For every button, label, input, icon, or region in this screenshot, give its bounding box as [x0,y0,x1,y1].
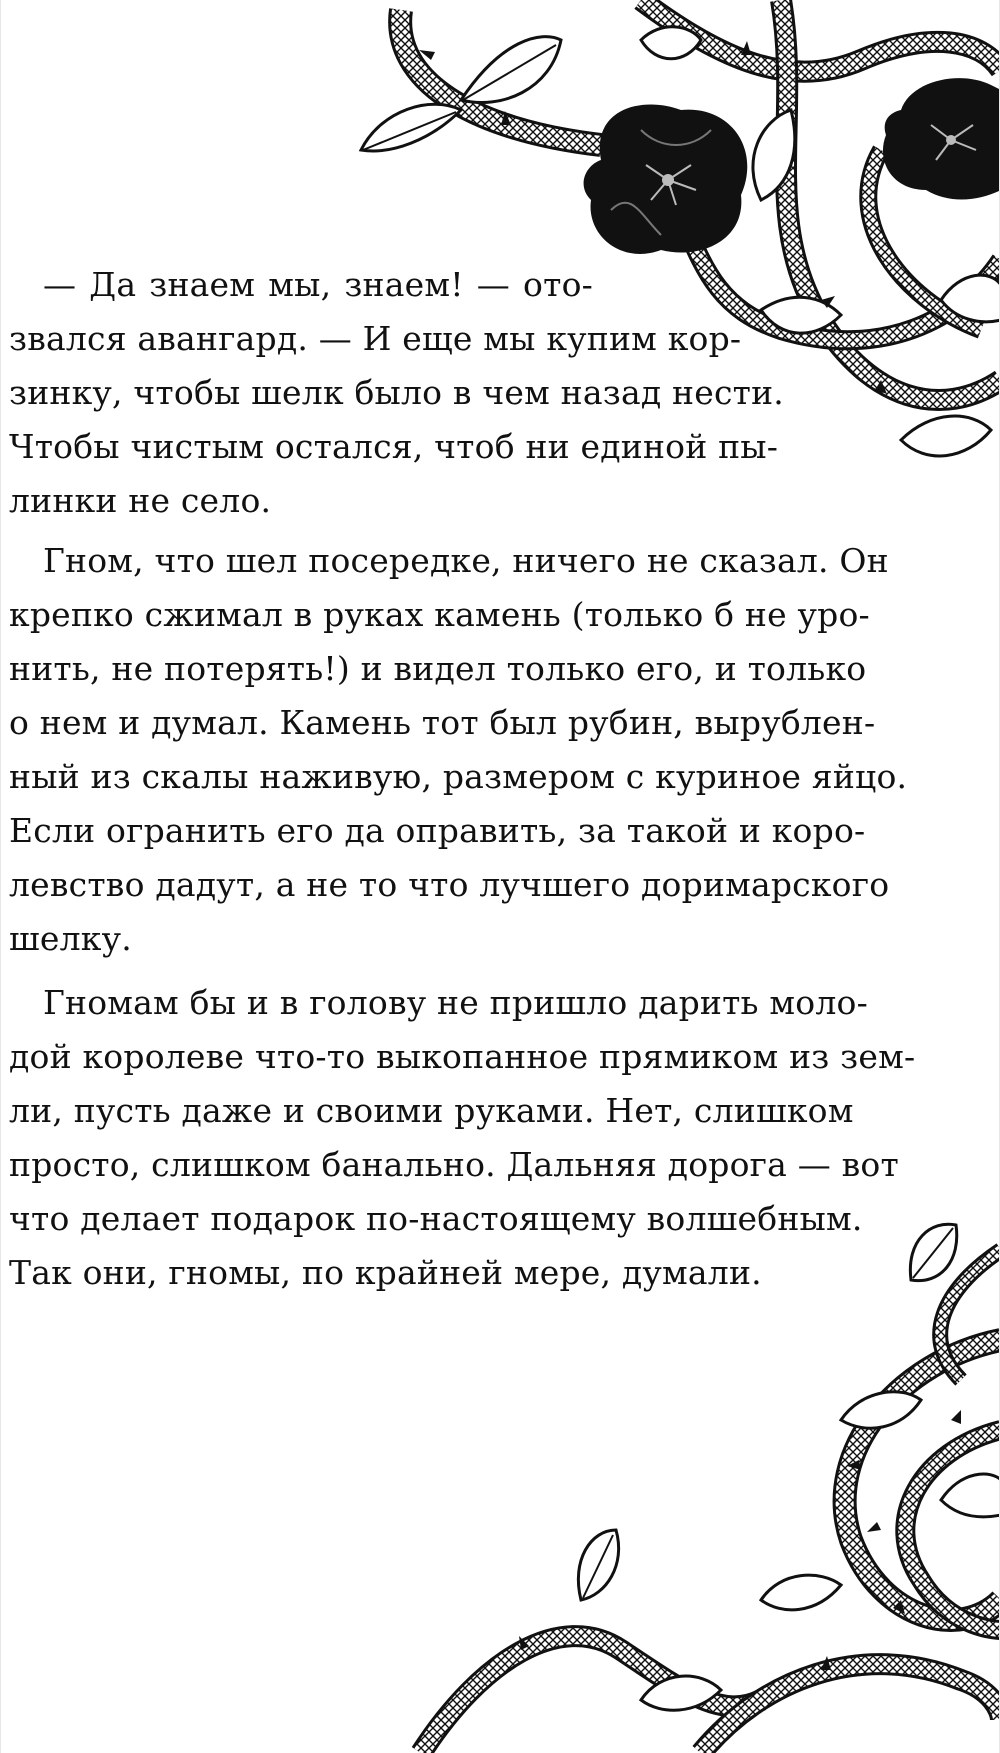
text-line: Если огранить его да оправить, за такой и коро- [9,811,866,850]
text-line: просто, слишком банально. Дальняя дорога — вот [9,1145,899,1184]
text-line: линки не село. [9,481,272,520]
text-line: левство дадут, а не то что лучшего доримарского [9,865,890,904]
text-line: о нем и думал. Камень тот был рубин, вырублен- [9,703,876,742]
text-line: нить, не потерять!) и видел только его, и только [9,649,867,688]
text-line: зинку, чтобы шелк было в чем назад нести. [9,373,784,412]
text-line: ли, пусть даже и своими руками. Нет, слишком [9,1091,854,1130]
text-line: — Да знаем мы, знаем! — ото- [43,265,593,304]
text-line: ный из скалы наживую, размером с куриное яйцо. [9,757,908,796]
thorny-vine-icon [421,1224,1000,1753]
text-line: Так они, гномы, по крайней мере, думали. [9,1253,762,1292]
text-line: дой королеве что-то выкопанное прямиком из зем- [9,1037,916,1076]
rose-flower-icon [584,104,748,254]
text-line: что делает подарок по-настоящему волшебным. [9,1199,863,1238]
text-line: шелку. [9,919,132,958]
rose-flower-icon [883,78,1000,199]
text-line: звался авангард. — И еще мы купим кор- [9,319,742,358]
text-line: Гном, что шел посередке, ничего не сказал. Он [43,541,889,580]
text-line: Чтобы чистым остался, чтоб ни единой пы- [9,427,779,466]
text-line: Гномам бы и в голову не пришло дарить моло- [43,983,868,1022]
text-line: крепко сжимал в руках камень (только б не уро- [9,595,870,634]
